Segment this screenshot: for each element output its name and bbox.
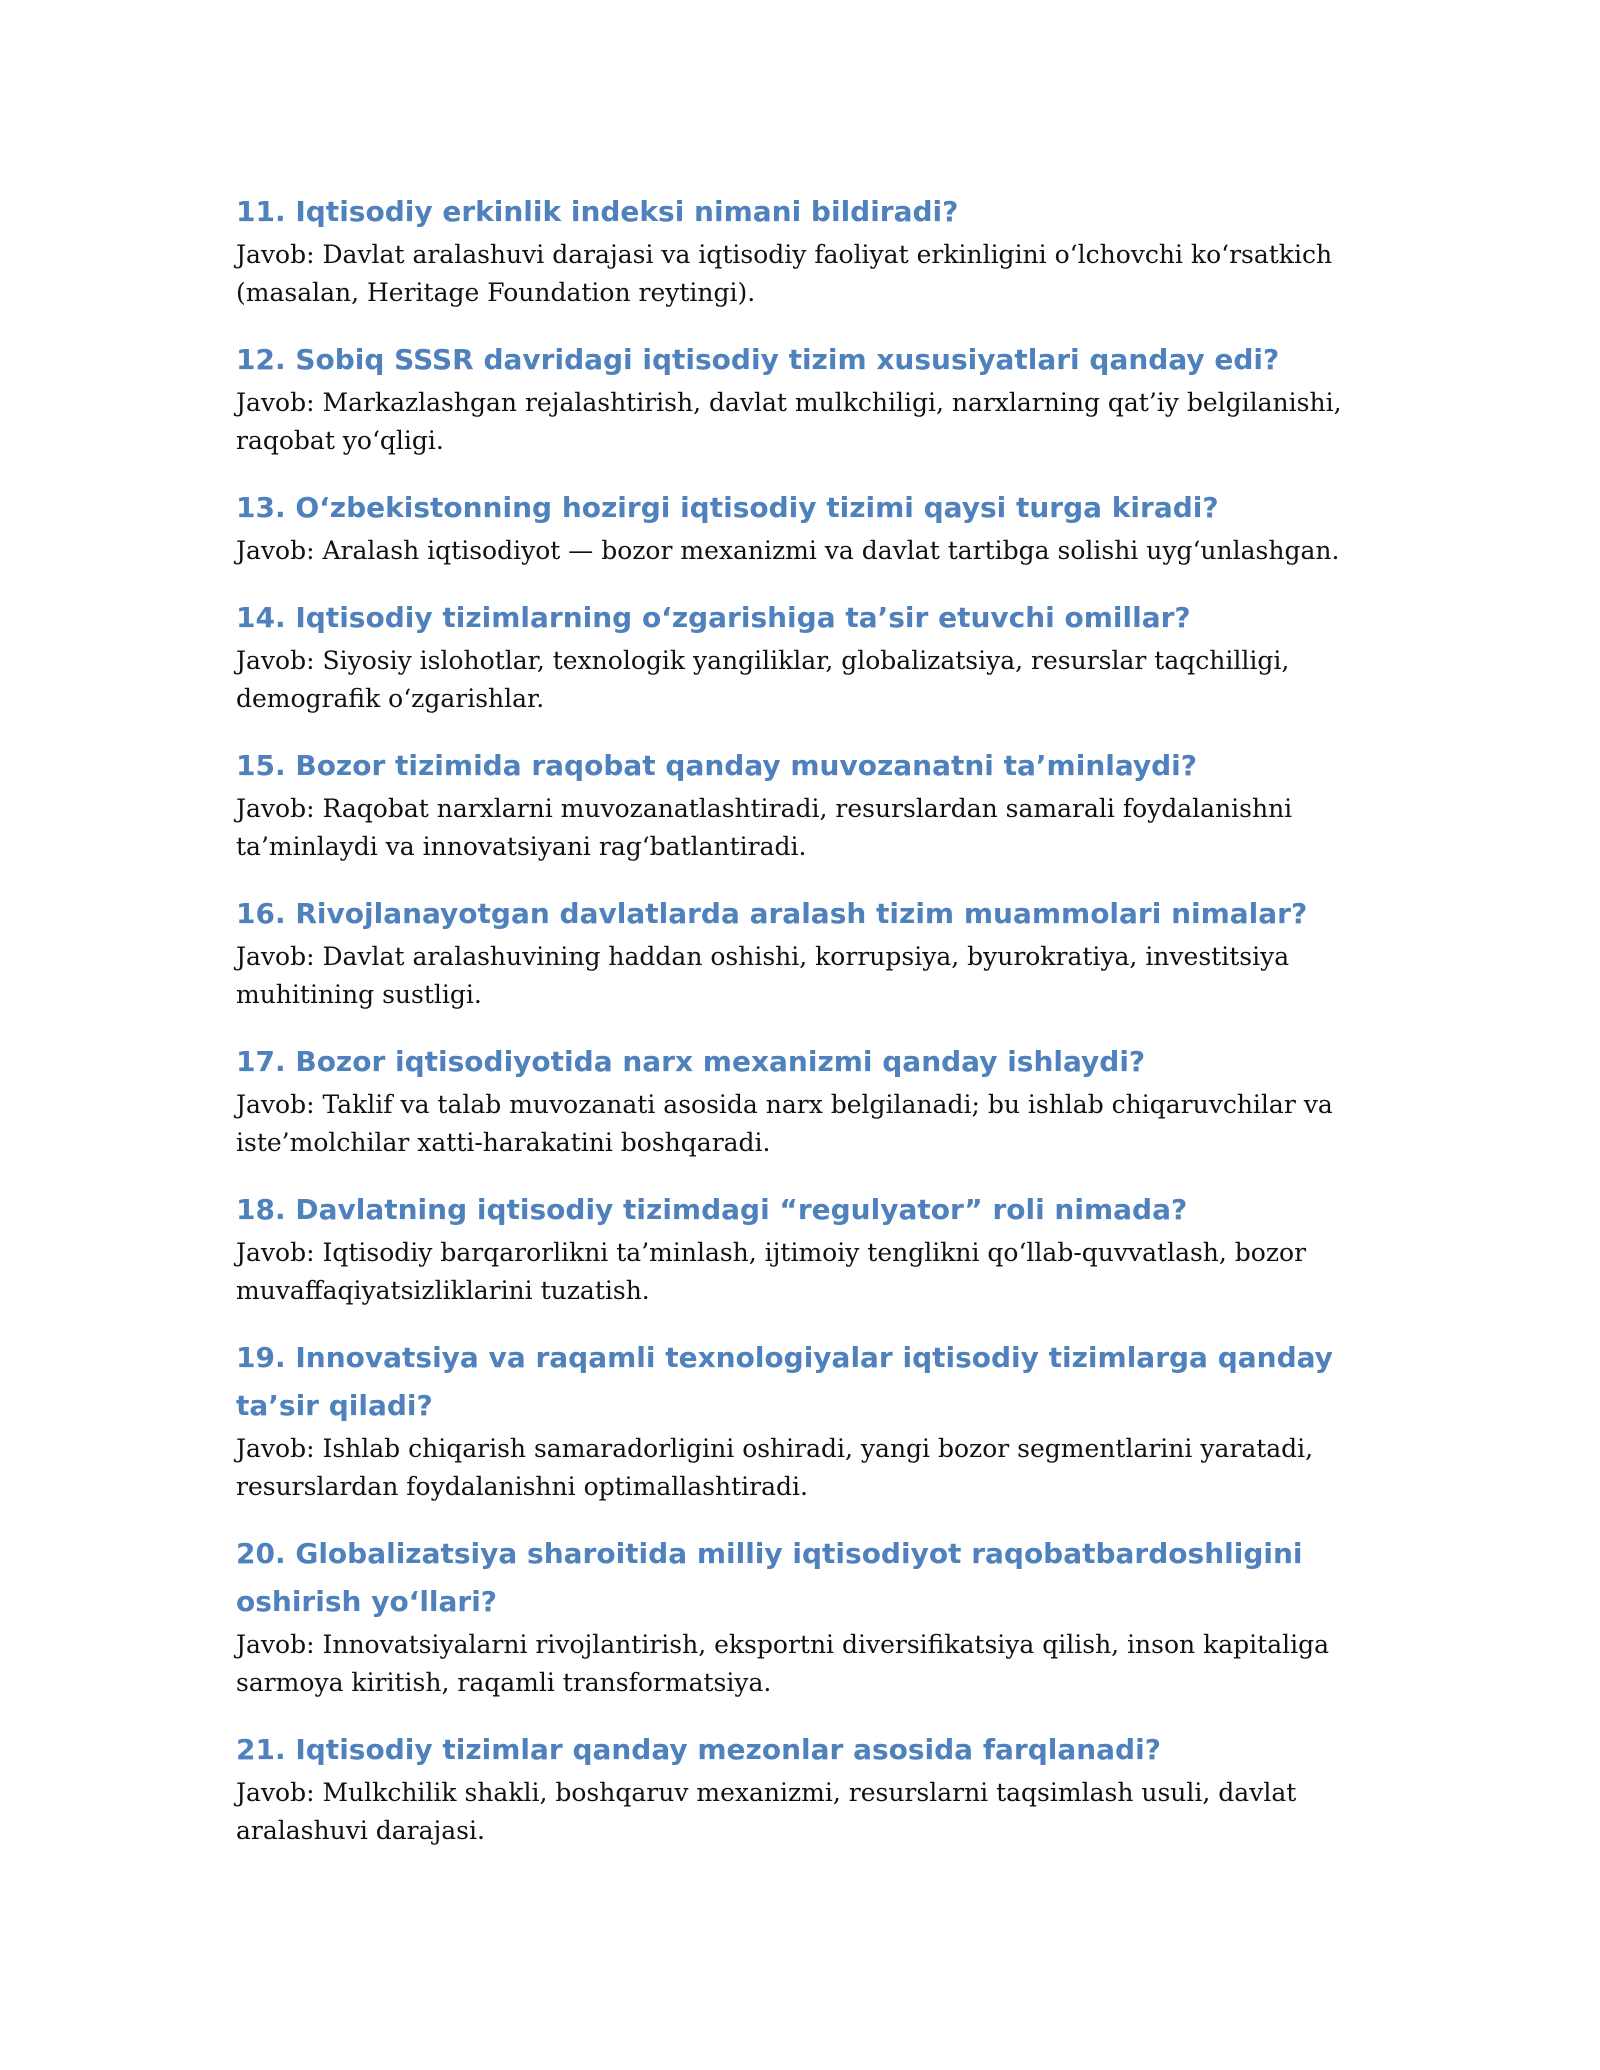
- answer-text: Javob: Ishlab chiqarish samaradorligini oshiradi, yangi bozor segmentlarini yaratadi, resurslardan foydalanishni optimallashtiradi.: [236, 1434, 1314, 1501]
- question-heading: 14. Iqtisodiy tizimlarning o‘zgarishiga ta’sir etuvchi omillar?: [236, 601, 1191, 634]
- qa-list: [236, 188, 1376, 1874]
- answer-text: Javob: Davlat aralashuvi darajasi va iqtisodiy faoliyat erkinligini o‘lchovchi ko‘rsatkich (masalan, Heritage Foundation reytingi).: [236, 240, 1333, 307]
- answer-text: Javob: Markazlashgan rejalashtirish, davlat mulkchiligi, narxlarning qat’iy belgilanishi, raqobat yo‘qligi.: [236, 388, 1342, 455]
- qa-item-11: [236, 188, 1376, 312]
- question-heading: 21. Iqtisodiy tizimlar qanday mezonlar asosida farqlanadi?: [236, 1733, 1161, 1766]
- question-heading: 16. Rivojlanayotgan davlatlarda aralash tizim muammolari nimalar?: [236, 897, 1308, 930]
- answer-text: Javob: Innovatsiyalarni rivojlantirish, eksportni diversifikatsiya qilish, inson kapitaliga sarmoya kiritish, raqamli transformatsiya.: [236, 1630, 1329, 1697]
- question-heading: 17. Bozor iqtisodiyotida narx mexanizmi qanday ishlaydi?: [236, 1045, 1146, 1078]
- qa-item-16: [236, 890, 1376, 1014]
- question-heading: 19. Innovatsiya va raqamli texnologiyalar iqtisodiy tizimlarga qanday ta’sir qiladi?: [236, 1341, 1333, 1422]
- qa-item-14: [236, 594, 1376, 718]
- question-heading: 12. Sobiq SSSR davridagi iqtisodiy tizim xususiyatlari qanday edi?: [236, 343, 1280, 376]
- qa-item-20: [236, 1530, 1376, 1702]
- qa-item-15: [236, 742, 1376, 866]
- qa-item-21: [236, 1726, 1376, 1850]
- question-heading: 20. Globalizatsiya sharoitida milliy iqtisodiyot raqobatbardoshligini oshirish yo‘llari?: [236, 1537, 1303, 1618]
- answer-text: Javob: Raqobat narxlarni muvozanatlashtiradi, resurslardan samarali foydalanishni ta’minlaydi va innovatsiyani rag‘batlantiradi.: [236, 794, 1293, 861]
- qa-item-17: [236, 1038, 1376, 1162]
- question-heading: 15. Bozor tizimida raqobat qanday muvozanatni ta’minlaydi?: [236, 749, 1198, 782]
- answer-text: Javob: Taklif va talab muvozanati asosida narx belgilanadi; bu ishlab chiqaruvchilar va iste’molchilar xatti-harakatini boshqaradi.: [236, 1090, 1333, 1157]
- answer-text: Javob: Aralash iqtisodiyot — bozor mexanizmi va davlat tartibga solishi uyg‘unlashgan.: [236, 536, 1340, 565]
- answer-text: Javob: Davlat aralashuvining haddan oshishi, korrupsiya, byurokratiya, investitsiya muhitining sustligi.: [236, 942, 1290, 1009]
- answer-text: Javob: Mulkchilik shakli, boshqaruv mexanizmi, resurslarni taqsimlash usuli, davlat aralashuvi darajasi.: [236, 1778, 1297, 1845]
- qa-item-18: [236, 1186, 1376, 1310]
- qa-item-12: [236, 336, 1376, 460]
- answer-text: Javob: Iqtisodiy barqarorlikni ta’minlash, ijtimoiy tenglikni qo‘llab-quvvatlash, bozor muvaffaqiyatsizliklarini tuzatish.: [236, 1238, 1307, 1305]
- question-heading: 13. O‘zbekistonning hozirgi iqtisodiy tizimi qaysi turga kiradi?: [236, 491, 1219, 524]
- qa-item-19: [236, 1334, 1376, 1506]
- answer-text: Javob: Siyosiy islohotlar, texnologik yangiliklar, globalizatsiya, resurslar taqchilligi, demografik o‘zgarishlar.: [236, 646, 1290, 713]
- qa-item-13: [236, 484, 1376, 570]
- question-heading: 11. Iqtisodiy erkinlik indeksi nimani bildiradi?: [236, 195, 959, 228]
- question-heading: 18. Davlatning iqtisodiy tizimdagi “regulyator” roli nimada?: [236, 1193, 1188, 1226]
